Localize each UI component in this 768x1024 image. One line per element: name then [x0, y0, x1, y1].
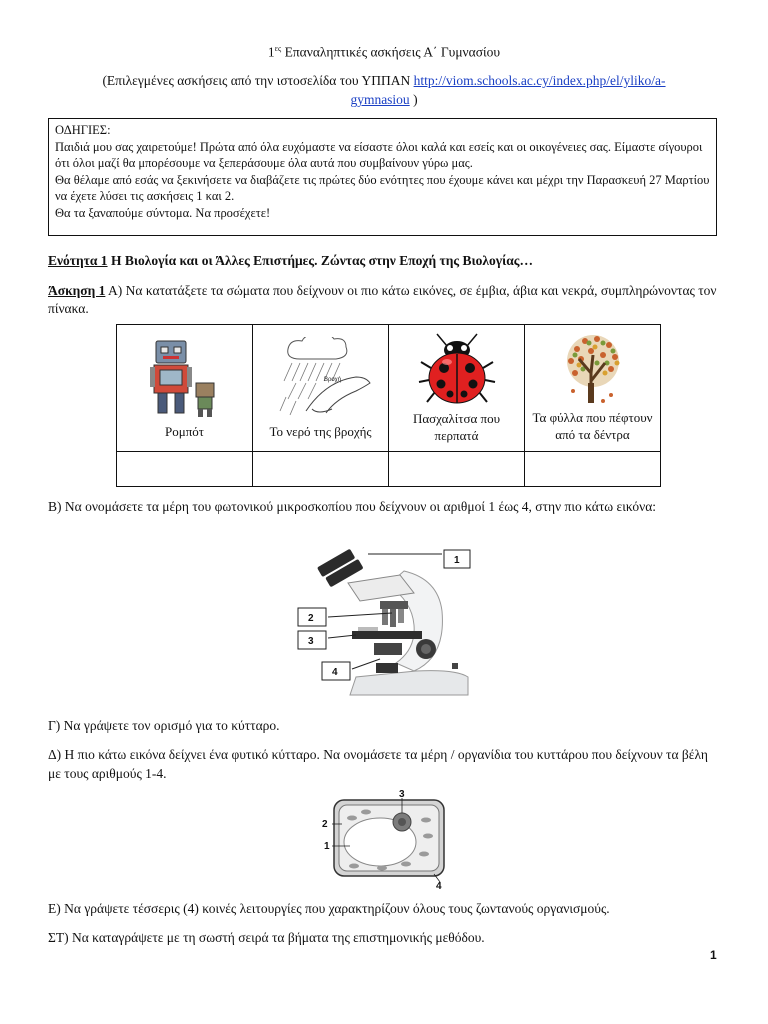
microscope-label-3 — [298, 631, 326, 649]
instructions-paragraph: Παιδιά μου σας χαιρετούμε! Πρώτα από όλα ευχόμαστε να είσαστε όλοι καλά και εσείς και οι οικογένειες σας. Είμαστε σίγουροι ότι όλοι μαζί θα μπορέσουμε να ξεπεράσουμε όλα αυτά που συμβαίνουν γύρω μας. — [55, 139, 703, 170]
unit-heading: Ενότητα 1 Η Βιολογία και οι Άλλες Επιστήμες. Ζώντας στην Εποχή της Βιολογίας… — [48, 253, 533, 268]
cell-label-2: 2 — [322, 819, 328, 830]
cell-label-4: 4 — [436, 881, 442, 890]
svg-text:2: 2 — [308, 613, 314, 624]
answer-cell[interactable] — [253, 452, 389, 487]
exercise-1-part-e: Ε) Να γράψετε τέσσερις (4) κοινές λειτουργίες που χαρακτηρίζουν όλους τους ζωντανούς οργανισμούς. — [48, 901, 610, 916]
source-link[interactable]: http://viom.schools.ac.cy/index.php/el/yliko/a- gymnasiou — [350, 73, 666, 107]
instructions-box — [48, 118, 717, 236]
classification-table — [116, 324, 661, 487]
page-subtitle: (Επιλεγμένες ασκήσεις από την ιστοσελίδα του ΥΠΠΑΝ http://viom.schools.ac.cy/index.php/el/yliko/a- gymnasiou ) — [102, 73, 666, 107]
exercise-1-part-b: Β) Να ονομάσετε τα μέρη του φωτονικού μικροσκοπίου που δείχνουν οι αριθμοί 1 έως 4, στην πιο κάτω εικόνα: — [48, 499, 657, 514]
instructions-paragraph: Θα θέλαμε από εσάς να ξεκινήσετε να διαβάζετε τις πρώτες δύο ενότητες που έχουμε κάνει και μέχρι την Παρασκευή 27 Μαρτίου να έχετε λύσει τις ασκήσεις 1 και 2. — [55, 172, 710, 203]
plant-cell-figure — [316, 790, 456, 890]
microscope-label-4 — [322, 662, 350, 680]
instructions-paragraph: Θα τα ξαναπούμε σύντομα. Να προσέχετε! — [55, 205, 271, 220]
svg-text:4: 4 — [332, 667, 338, 678]
table-cell-ladybug — [389, 325, 525, 452]
microscope-figure — [296, 545, 476, 713]
exercise-1-part-a: Άσκηση 1 Α) Να κατατάξετε τα σώματα που δείχνουν οι πιο κάτω εικόνες, σε έμβια, άβια και νεκρά, συμπληρώνοντας τον πίνακα. — [48, 283, 717, 316]
cell-label-3: 3 — [399, 790, 405, 800]
rain-picture — [266, 337, 376, 419]
svg-text:3: 3 — [308, 636, 314, 647]
robot-picture — [150, 337, 220, 419]
microscope-label-2 — [298, 608, 326, 626]
page-number: 1 — [710, 948, 717, 962]
rain-image-label: Βροχή — [323, 376, 341, 383]
robot-caption: Ρομπότ — [165, 423, 204, 439]
answer-cell[interactable] — [525, 452, 661, 487]
exercise-1-part-f: ΣΤ) Να καταγράψετε με τη σωστή σειρά τα βήματα της επιστημονικής μεθόδου. — [48, 930, 485, 945]
exercise-1-part-c: Γ) Να γράψετε τον ορισμό για το κύτταρο. — [48, 718, 280, 733]
ladybug-caption: Πασχαλίτσα που περπατά — [412, 411, 501, 443]
page-title: $1^{\varepsilon\varsigma}$ Επαναληπτικές ασκήσεις Α΄ Γυμνασίου — [267, 44, 501, 60]
table-cell-tree — [525, 325, 661, 452]
table-cell-robot — [117, 325, 253, 452]
instructions-heading: ΟΔΗΓΙΕΣ: — [55, 123, 111, 137]
tree-picture — [555, 333, 631, 405]
answer-cell[interactable] — [389, 452, 525, 487]
rain-caption: Το νερό της βροχής — [269, 423, 372, 439]
ladybug-picture — [417, 332, 497, 406]
cell-label-1: 1 — [324, 841, 330, 852]
table-cell-rain — [253, 325, 389, 452]
exercise-1-part-d: Δ) Η πιο κάτω εικόνα δείχνει ένα φυτικό κύτταρο. Να ονομάσετε τα μέρη / οργανίδια του κυττάρου που δείχνουν τα βέλη με τους αριθμούς 1-4. — [48, 747, 708, 781]
microscope-label-1 — [444, 550, 470, 568]
answer-cell[interactable] — [117, 452, 253, 487]
tree-caption: Τα φύλλα που πέφτουν από τα δέντρα — [532, 410, 653, 442]
svg-text:1: 1 — [454, 555, 460, 566]
